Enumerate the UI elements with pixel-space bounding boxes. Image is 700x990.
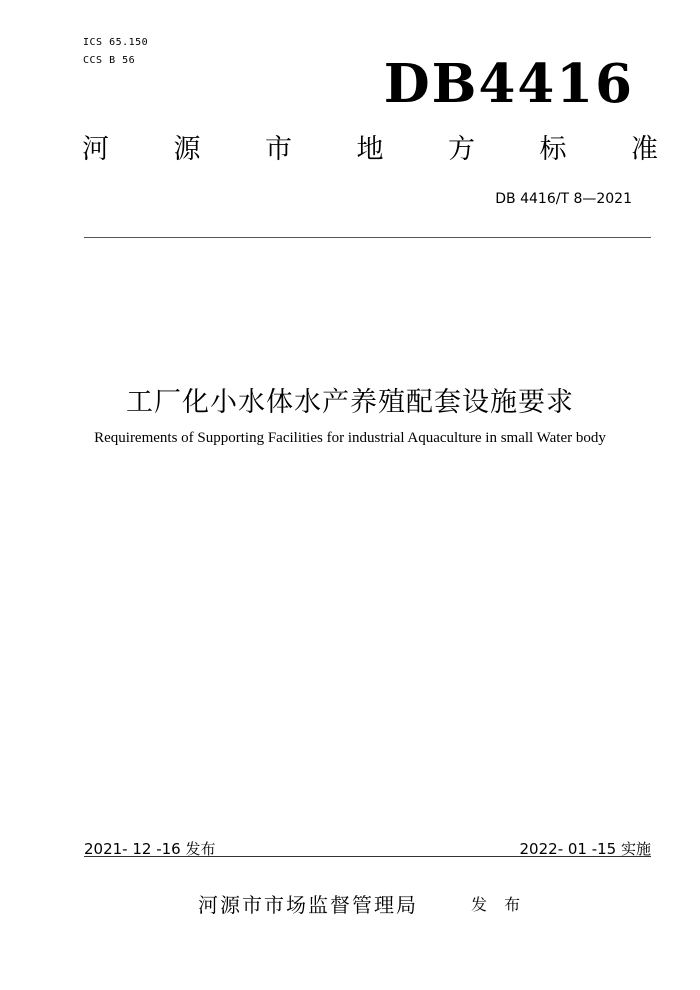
document-title-english: Requirements of Supporting Facilities for industrial Aquaculture in small Water body	[94, 430, 606, 446]
ics-code: ICS 65.150	[83, 37, 149, 48]
standard-type-heading	[82, 134, 658, 166]
publish-date: 2021- 12 -16 发布	[84, 840, 216, 858]
ccs-code: CCS B 56	[83, 55, 136, 66]
standard-type-char: 市	[265, 134, 292, 165]
standard-type-char: 方	[448, 134, 475, 165]
standard-number: DB 4416/T 8—2021	[495, 191, 632, 207]
standard-type-char: 地	[356, 134, 384, 165]
issue-label: 发 布	[471, 895, 527, 914]
effective-date: 2022- 01 -15 实施	[519, 840, 651, 858]
top-divider	[84, 237, 651, 238]
standard-type-char: 准	[631, 134, 658, 165]
standard-type-char: 河	[82, 134, 109, 165]
standard-type-char: 源	[173, 134, 201, 165]
standard-type-char: 标	[539, 134, 567, 165]
standard-code-heading: DB4416	[383, 53, 634, 115]
issuing-authority: 河源市市场监督管理局	[198, 893, 418, 917]
bottom-divider	[84, 856, 651, 857]
document-title-chinese: 工厂化小水体水产养殖配套设施要求	[126, 387, 574, 418]
